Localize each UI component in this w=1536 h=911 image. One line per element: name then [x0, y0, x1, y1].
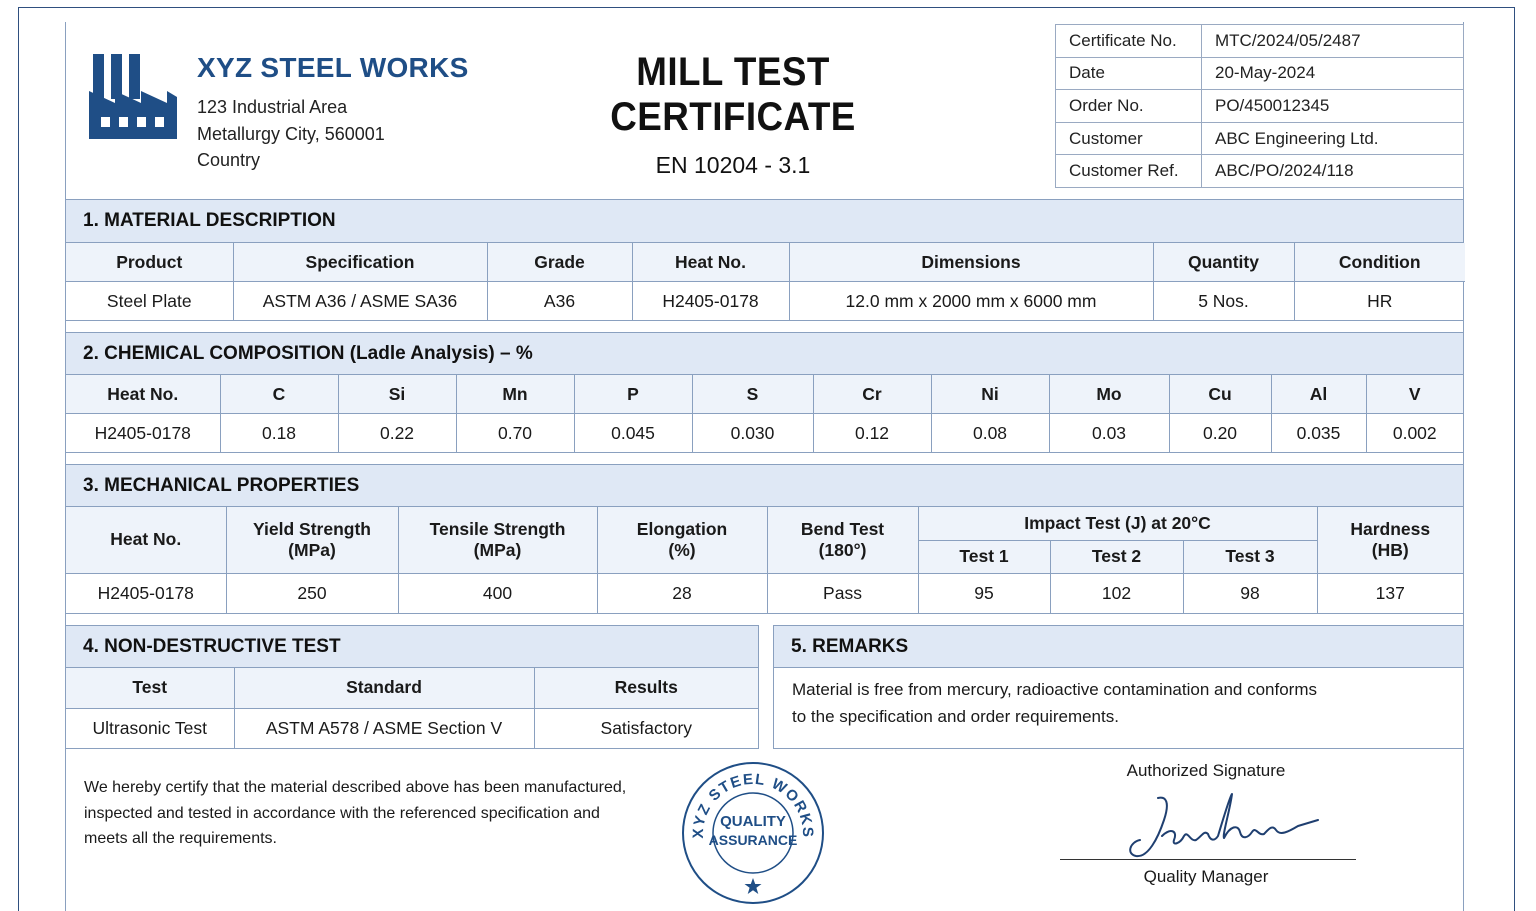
info-row	[1056, 90, 1464, 123]
quality-stamp	[680, 760, 826, 906]
table-cell: HR	[1294, 282, 1465, 321]
table-cell: A36	[487, 282, 632, 321]
column-header: Ni	[931, 375, 1049, 414]
table-cell: 0.20	[1169, 414, 1271, 453]
column-header: Mo	[1049, 375, 1169, 414]
column-header	[226, 507, 398, 573]
info-value: ABC/PO/2024/118	[1202, 155, 1464, 188]
table-cell: 0.030	[692, 414, 813, 453]
certification-line: meets all the requirements.	[84, 830, 277, 847]
column-header: Grade	[487, 243, 632, 282]
remarks-text	[774, 668, 1463, 738]
chemical-table	[66, 375, 1463, 452]
table-cell: H2405-0178	[632, 282, 789, 321]
info-label: Certificate No.	[1056, 25, 1202, 58]
signature-line	[1060, 859, 1356, 860]
table-cell: 0.70	[456, 414, 574, 453]
table-cell: 0.22	[338, 414, 456, 453]
company-address	[197, 94, 469, 174]
info-label: Order No.	[1056, 90, 1202, 123]
section-heading: 1. MATERIAL DESCRIPTION	[66, 200, 1463, 243]
table-cell: Steel Plate	[66, 282, 233, 321]
star-icon	[745, 878, 762, 894]
table-cell: Satisfactory	[534, 708, 758, 748]
header-line: Tensile Strength	[429, 518, 566, 539]
signature-label: Authorized Signature	[1126, 761, 1286, 780]
table-cell: 0.12	[813, 414, 931, 453]
column-header: Test 2	[1050, 540, 1183, 573]
table-cell: Ultrasonic Test	[66, 708, 234, 748]
stamp-text: ASSURANCE	[708, 832, 798, 848]
info-row	[1056, 57, 1464, 90]
table-row	[66, 573, 1463, 613]
mechanical-table	[66, 507, 1463, 613]
table-cell: 95	[918, 573, 1050, 613]
material-table	[66, 243, 1465, 320]
column-header	[398, 507, 597, 573]
column-header: Cr	[813, 375, 931, 414]
address-line: Metallurgy City, 560001	[197, 123, 385, 144]
column-header: Product	[66, 243, 233, 282]
column-header: Standard	[234, 668, 534, 708]
table-cell: 0.002	[1366, 414, 1463, 453]
column-header: Heat No.	[66, 507, 226, 573]
section-heading: 2. CHEMICAL COMPOSITION (Ladle Analysis) – %	[66, 333, 1463, 375]
column-header: S	[692, 375, 813, 414]
column-header: Cu	[1169, 375, 1271, 414]
column-header: Test 3	[1183, 540, 1317, 573]
column-header: P	[574, 375, 692, 414]
factory-icon	[89, 51, 177, 139]
column-header: Si	[338, 375, 456, 414]
table-cell: 137	[1317, 573, 1463, 613]
stamp-text: QUALITY	[720, 813, 786, 830]
chemical-composition-section	[65, 332, 1464, 453]
document-title: MILL TEST CERTIFICATE	[610, 50, 856, 139]
header-line: Yield Strength	[253, 518, 371, 539]
column-header	[767, 507, 918, 573]
table-row	[66, 708, 758, 748]
handwritten-signature	[1118, 786, 1328, 866]
address-line: 123 Industrial Area	[197, 97, 348, 117]
column-header: V	[1366, 375, 1463, 414]
column-group-header: Impact Test (J) at 20°C	[918, 507, 1317, 540]
info-value: ABC Engineering Ltd.	[1202, 122, 1464, 155]
column-header: Dimensions	[789, 243, 1153, 282]
signature-role: Quality Manager	[1143, 867, 1269, 886]
info-value: PO/450012345	[1202, 90, 1464, 123]
certificate-info-table	[1055, 24, 1464, 188]
header-line: Hardness	[1350, 518, 1431, 539]
table-cell: ASTM A36 / ASME SA36	[233, 282, 487, 321]
column-header: Heat No.	[632, 243, 789, 282]
certification-line: inspected and tested in accordance with the referenced specification and	[84, 804, 600, 822]
table-cell: H2405-0178	[66, 573, 226, 613]
table-cell: 0.03	[1049, 414, 1169, 453]
table-cell: ASTM A578 / ASME Section V	[234, 708, 534, 748]
header-line: (HB)	[1371, 539, 1409, 560]
ndt-section	[65, 625, 759, 749]
info-label: Date	[1056, 57, 1202, 90]
table-row	[66, 414, 1463, 453]
table-cell: H2405-0178	[66, 414, 220, 453]
document-standard: EN 10204 - 3.1	[655, 152, 811, 178]
table-cell: 0.045	[574, 414, 692, 453]
header-line: (MPa)	[473, 539, 522, 560]
section-heading: 3. MECHANICAL PROPERTIES	[66, 465, 1463, 507]
info-row	[1056, 122, 1464, 155]
header-line: Elongation	[636, 518, 728, 539]
column-header: Test 1	[918, 540, 1050, 573]
table-cell: 0.035	[1271, 414, 1366, 453]
table-cell: 5 Nos.	[1153, 282, 1294, 321]
table-header-row	[66, 668, 758, 708]
column-header: C	[220, 375, 338, 414]
column-header: Test	[66, 668, 234, 708]
company-name: XYZ STEEL WORKS	[197, 52, 469, 83]
section-heading: 4. NON-DESTRUCTIVE TEST	[66, 626, 758, 668]
title-block	[490, 50, 976, 179]
column-header: Quantity	[1153, 243, 1294, 282]
remarks-section	[773, 625, 1464, 749]
material-description-section	[65, 199, 1464, 321]
table-cell: 400	[398, 573, 597, 613]
table-cell: 98	[1183, 573, 1317, 613]
stamp-ring-text: XYZ STEEL WORKS	[689, 770, 817, 839]
table-header-row	[66, 375, 1463, 414]
header-line: (MPa)	[288, 539, 336, 560]
remarks-line: to the specification and order requirements.	[792, 707, 1119, 726]
table-cell: 0.08	[931, 414, 1049, 453]
info-label: Customer	[1056, 122, 1202, 155]
column-header: Condition	[1294, 243, 1465, 282]
mechanical-properties-section	[65, 464, 1464, 614]
table-header-row	[66, 507, 1463, 540]
section-heading: 5. REMARKS	[774, 626, 1463, 668]
ndt-table	[66, 668, 758, 748]
company-info	[197, 52, 469, 174]
column-header: Al	[1271, 375, 1366, 414]
table-cell: 102	[1050, 573, 1183, 613]
column-header: Mn	[456, 375, 574, 414]
column-header: Heat No.	[66, 375, 220, 414]
table-cell: 28	[597, 573, 767, 613]
info-row	[1056, 155, 1464, 188]
info-value: MTC/2024/05/2487	[1202, 25, 1464, 58]
header-line: Bend Test	[800, 518, 885, 539]
table-header-row	[66, 243, 1465, 282]
certification-line: We hereby certify that the material described above has been manufactured,	[84, 779, 627, 796]
info-row	[1056, 25, 1464, 58]
info-value: 20-May-2024	[1202, 57, 1464, 90]
table-cell: 250	[226, 573, 398, 613]
info-label: Customer Ref.	[1056, 155, 1202, 188]
column-header	[1317, 507, 1463, 573]
remarks-line: Material is free from mercury, radioactive contamination and conforms	[792, 680, 1317, 699]
header-line: (%)	[668, 539, 696, 560]
column-header: Specification	[233, 243, 487, 282]
column-header	[597, 507, 767, 573]
table-cell: 0.18	[220, 414, 338, 453]
certification-statement	[84, 775, 654, 852]
header-line: (180°)	[818, 539, 867, 560]
table-cell: 12.0 mm x 2000 mm x 6000 mm	[789, 282, 1153, 321]
table-cell: Pass	[767, 573, 918, 613]
table-row	[66, 282, 1465, 321]
column-header: Results	[534, 668, 758, 708]
address-line: Country	[197, 150, 261, 170]
